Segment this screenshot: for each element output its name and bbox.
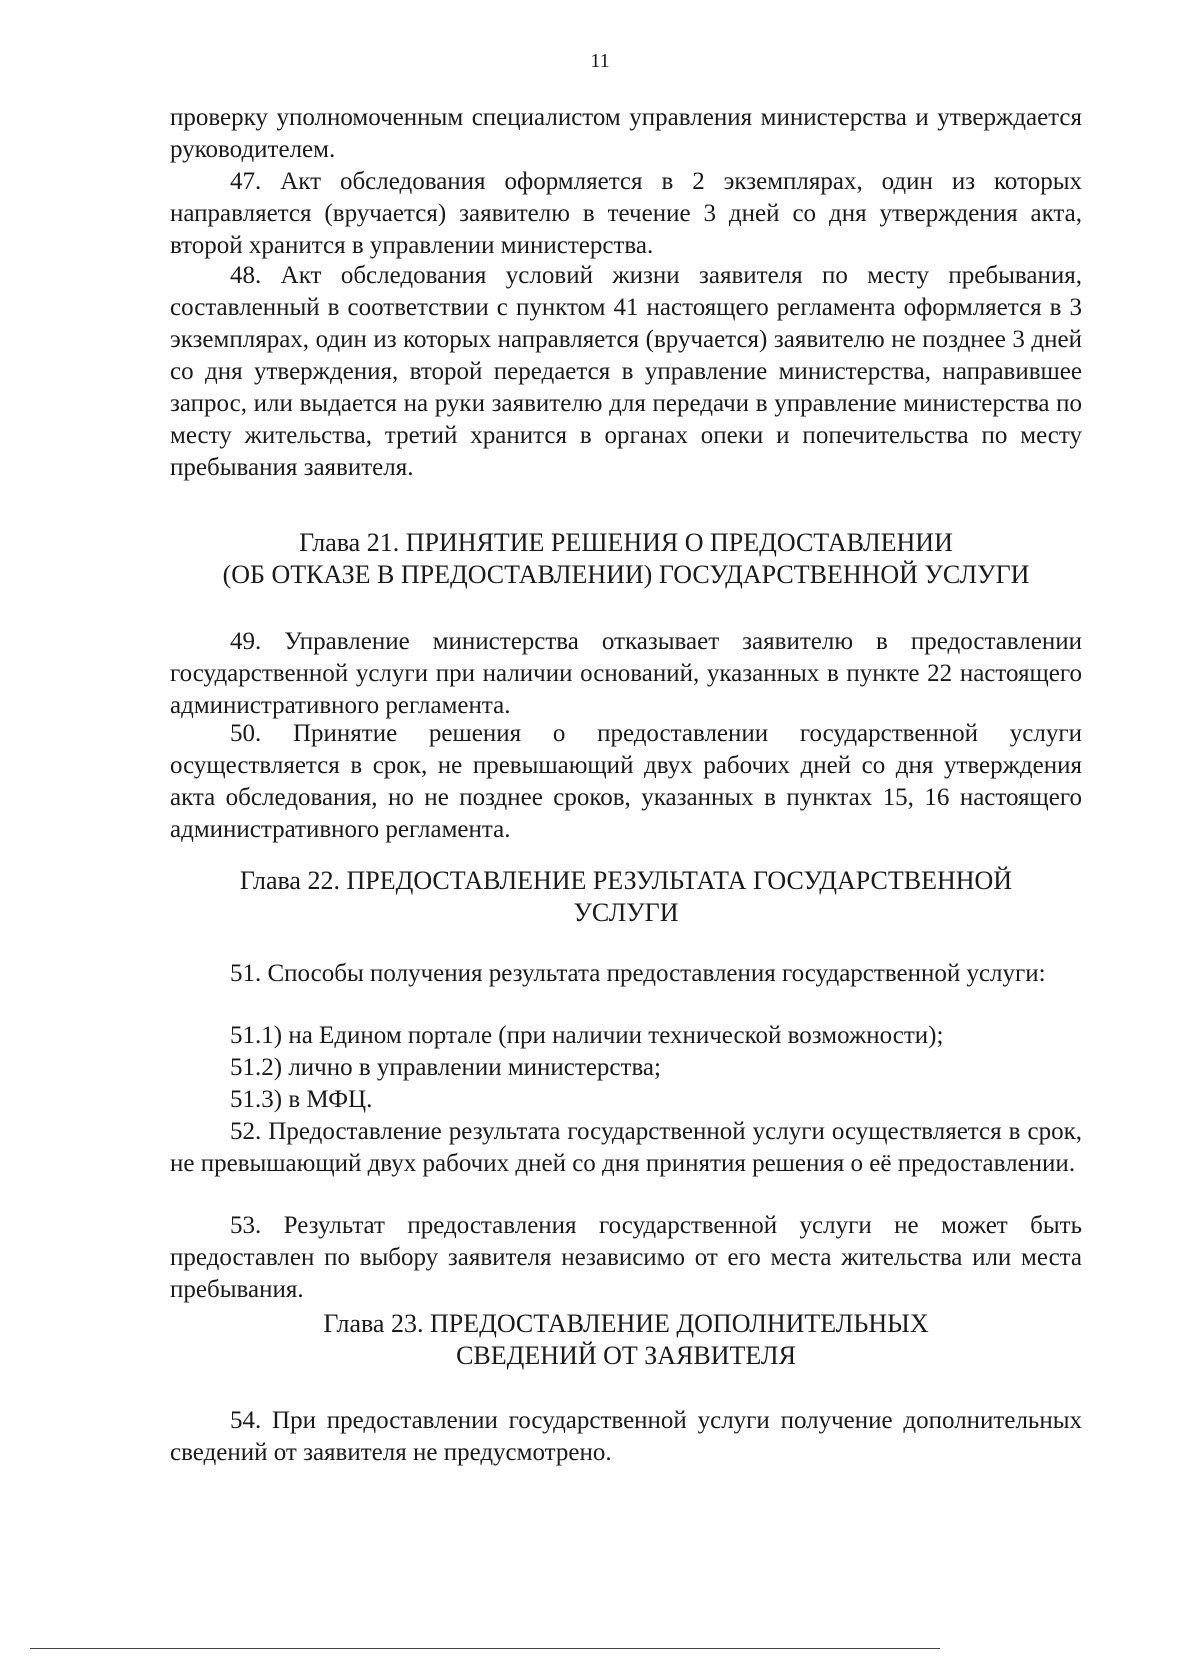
paragraph-54: 54. При предоставлении государственной услуги получение дополнительных сведений от заявителя не предусмотрено. xyxy=(170,1407,1082,1466)
chapter-23-heading-line-2: СВЕДЕНИЙ ОТ ЗАЯВИТЕЛЯ xyxy=(456,1341,796,1370)
paragraph-51: 51. Способы получения результата предоставления государственной услуги: xyxy=(230,960,1046,987)
chapter-23-heading-line-1: Глава 23. ПРЕДОСТАВЛЕНИЕ ДОПОЛНИТЕЛЬНЫХ xyxy=(323,1309,929,1338)
paragraph-53: 53. Результат предоставления государственной услуги не может быть предоставлен по выбору заявителя независимо от его места жительства или места пребывания. xyxy=(170,1212,1082,1303)
paragraph-48: 48. Акт обследования условий жизни заявителя по месту пребывания, составленный в соответствии с пунктом 41 настоящего регламента оформляется в 3 экземплярах, один из которых направляется (вручается) заявителю не позднее 3 дней со дня утверждения, второй передается в управление министерства, направившее запрос, или выдается на руки заявителю для передачи в управление министерства по месту жительства, третий хранится в органах опеки и попечительства по месту пребывания заявителя. xyxy=(170,262,1082,481)
paragraph-52: 52. Предоставление результата государственной услуги осуществляется в срок, не превышающий двух рабочих дней со дня принятия решения о её предоставлении. xyxy=(170,1118,1082,1177)
chapter-21-heading-line-1: Глава 21. ПРИНЯТИЕ РЕШЕНИЯ О ПРЕДОСТАВЛЕНИИ xyxy=(299,528,953,557)
chapter-22-heading-line-1: Глава 22. ПРЕДОСТАВЛЕНИЕ РЕЗУЛЬТАТА ГОСУДАРСТВЕННОЙ xyxy=(239,866,1013,895)
chapter-21-heading-line-2: (ОБ ОТКАЗЕ В ПРЕДОСТАВЛЕНИИ) ГОСУДАРСТВЕННОЙ УСЛУГИ xyxy=(222,560,1030,589)
paragraph-50: 50. Принятие решения о предоставлении государственной услуги осуществляется в срок, не превышающий двух рабочих дней со дня утверждения акта обследования, но не позднее сроков, указанных в пунктах 15, 16 настоящего административного регламента. xyxy=(170,720,1082,843)
paragraph-continuation: проверку уполномоченным специалистом управления министерства и утверждается руководителем. xyxy=(170,104,1082,163)
bottom-divider xyxy=(30,1648,940,1649)
list-item-51-1: 51.1) на Едином портале (при наличии технической возможности); xyxy=(230,1022,944,1049)
page-number: 11 xyxy=(590,50,610,72)
paragraph-47: 47. Акт обследования оформляется в 2 экземплярах, один из которых направляется (вручается) заявителю в течение 3 дней со дня утверждения акта, второй хранится в управлении министерства. xyxy=(170,168,1082,259)
list-item-51-3: 51.3) в МФЦ. xyxy=(230,1086,373,1113)
list-item-51-2: 51.2) лично в управлении министерства; xyxy=(230,1054,661,1081)
paragraph-49: 49. Управление министерства отказывает заявителю в предоставлении государственной услуги при наличии оснований, указанных в пункте 22 настоящего административного регламента. xyxy=(170,628,1082,719)
chapter-22-heading-line-2: УСЛУГИ xyxy=(573,898,679,927)
